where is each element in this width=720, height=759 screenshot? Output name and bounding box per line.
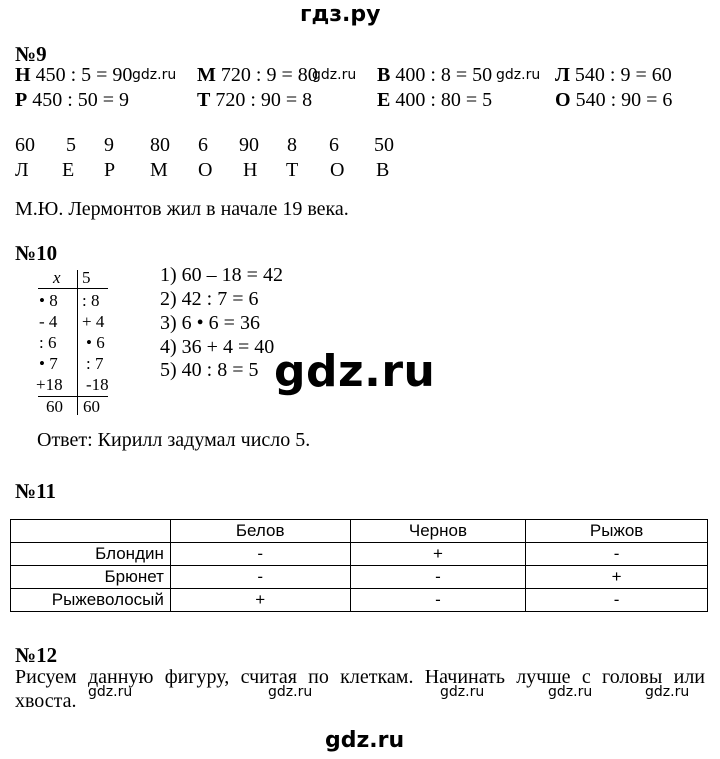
calc-left-op: • 7 (39, 354, 58, 373)
calc-right-op: : 7 (86, 354, 104, 373)
watermark: gdz.ru (440, 684, 485, 700)
decode-number: 50 (374, 134, 394, 156)
calc-left-op: : 6 (39, 333, 57, 352)
table-cell: - (350, 589, 526, 612)
table-cell: + (526, 566, 708, 589)
task9-eq-t: Т 720 : 90 = 8 (197, 89, 313, 111)
decode-letter: О (198, 159, 213, 181)
watermark: gdz.ru (548, 684, 593, 700)
watermark-large: gdz.ru (274, 346, 436, 397)
footer-watermark: gdz.ru (325, 728, 405, 753)
decode-letter: Е (62, 159, 75, 181)
calc-header-x: x (53, 268, 61, 287)
table-cell: + (170, 589, 350, 612)
task9-eq-o: О 540 : 90 = 6 (555, 89, 673, 111)
row-label: Брюнет (11, 566, 171, 589)
table-cell: - (350, 566, 526, 589)
task12-text-line1: Рисуем данную фигуру, считая по клеткам. Начинать лучше с головы или (15, 666, 705, 688)
task9-eq-l: Л 540 : 9 = 60 (555, 64, 672, 86)
watermark: gdz.ru (268, 684, 313, 700)
calc-right-op: + 4 (82, 312, 105, 331)
table-cell: - (170, 543, 350, 566)
watermark: gdz.ru (496, 67, 541, 83)
decode-letter: В (376, 159, 390, 181)
task10-step: 5) 40 : 8 = 5 (160, 359, 259, 381)
task10-step: 1) 60 – 18 = 42 (160, 264, 283, 286)
watermark: gdz.ru (312, 67, 357, 83)
task10-number: №10 (15, 241, 58, 265)
calc-right-op: -18 (86, 375, 109, 394)
task9-number: №9 (15, 42, 47, 66)
table-header-cell (11, 520, 171, 543)
decode-number: 6 (329, 134, 339, 156)
table-cell: - (526, 589, 708, 612)
table-header-cell: Чернов (350, 520, 526, 543)
calc-divider-vertical (77, 270, 78, 415)
calc-right-result: 60 (83, 397, 100, 416)
calc-divider-top (38, 288, 108, 289)
table-cell: - (170, 566, 350, 589)
task10-step: 3) 6 • 6 = 36 (160, 312, 260, 334)
calc-left-op: - 4 (39, 312, 58, 331)
decode-letter: Н (243, 159, 258, 181)
table-cell: - (526, 543, 708, 566)
site-header-watermark: гдз.ру (300, 2, 381, 27)
decode-number: 9 (104, 134, 114, 156)
calc-right-op: : 8 (82, 291, 100, 310)
decode-letter: М (150, 159, 168, 181)
watermark: gdz.ru (132, 67, 177, 83)
watermark: gdz.ru (88, 684, 133, 700)
task9-eq-m: М 720 : 9 = 80 (197, 64, 318, 86)
task9-eq-v: В 400 : 8 = 50 (377, 64, 493, 86)
calc-left-result: 60 (46, 397, 63, 416)
decode-number: 80 (150, 134, 170, 156)
decode-letter: Л (15, 159, 29, 181)
watermark: gdz.ru (645, 684, 690, 700)
table-header-cell: Белов (170, 520, 350, 543)
table-header-cell: Рыжов (526, 520, 708, 543)
task9-eq-e: Е 400 : 80 = 5 (377, 89, 493, 111)
row-label: Блондин (11, 543, 171, 566)
task9-eq-r: Р 450 : 50 = 9 (15, 89, 130, 111)
decode-number: 8 (287, 134, 297, 156)
calc-left-op: • 8 (39, 291, 58, 310)
decode-number: 5 (66, 134, 76, 156)
calc-right-op: • 6 (86, 333, 105, 352)
task12-text-line2: хвоста. (15, 690, 77, 712)
decode-number: 6 (198, 134, 208, 156)
task9-conclusion: М.Ю. Лермонтов жил в начале 19 века. (15, 198, 349, 220)
table-row (11, 566, 708, 589)
table-header-row (11, 520, 708, 543)
decode-letter: Р (104, 159, 116, 181)
task11-table (10, 519, 708, 612)
task9-eq-n: Н 450 : 5 = 90 (15, 64, 133, 86)
decode-number: 90 (239, 134, 259, 156)
task10-answer: Ответ: Кирилл задумал число 5. (37, 429, 311, 451)
calc-left-op: +18 (36, 375, 63, 394)
task10-step: 4) 36 + 4 = 40 (160, 336, 275, 358)
table-row (11, 589, 708, 612)
calc-header-5: 5 (82, 268, 91, 287)
row-label: Рыжеволосый (11, 589, 171, 612)
table-cell: + (350, 543, 526, 566)
decode-letter: Т (286, 159, 299, 181)
table-row (11, 543, 708, 566)
task12-number: №12 (15, 643, 58, 667)
task10-step: 2) 42 : 7 = 6 (160, 288, 259, 310)
decode-letter: О (330, 159, 345, 181)
task11-number: №11 (15, 479, 56, 503)
decode-number: 60 (15, 134, 35, 156)
